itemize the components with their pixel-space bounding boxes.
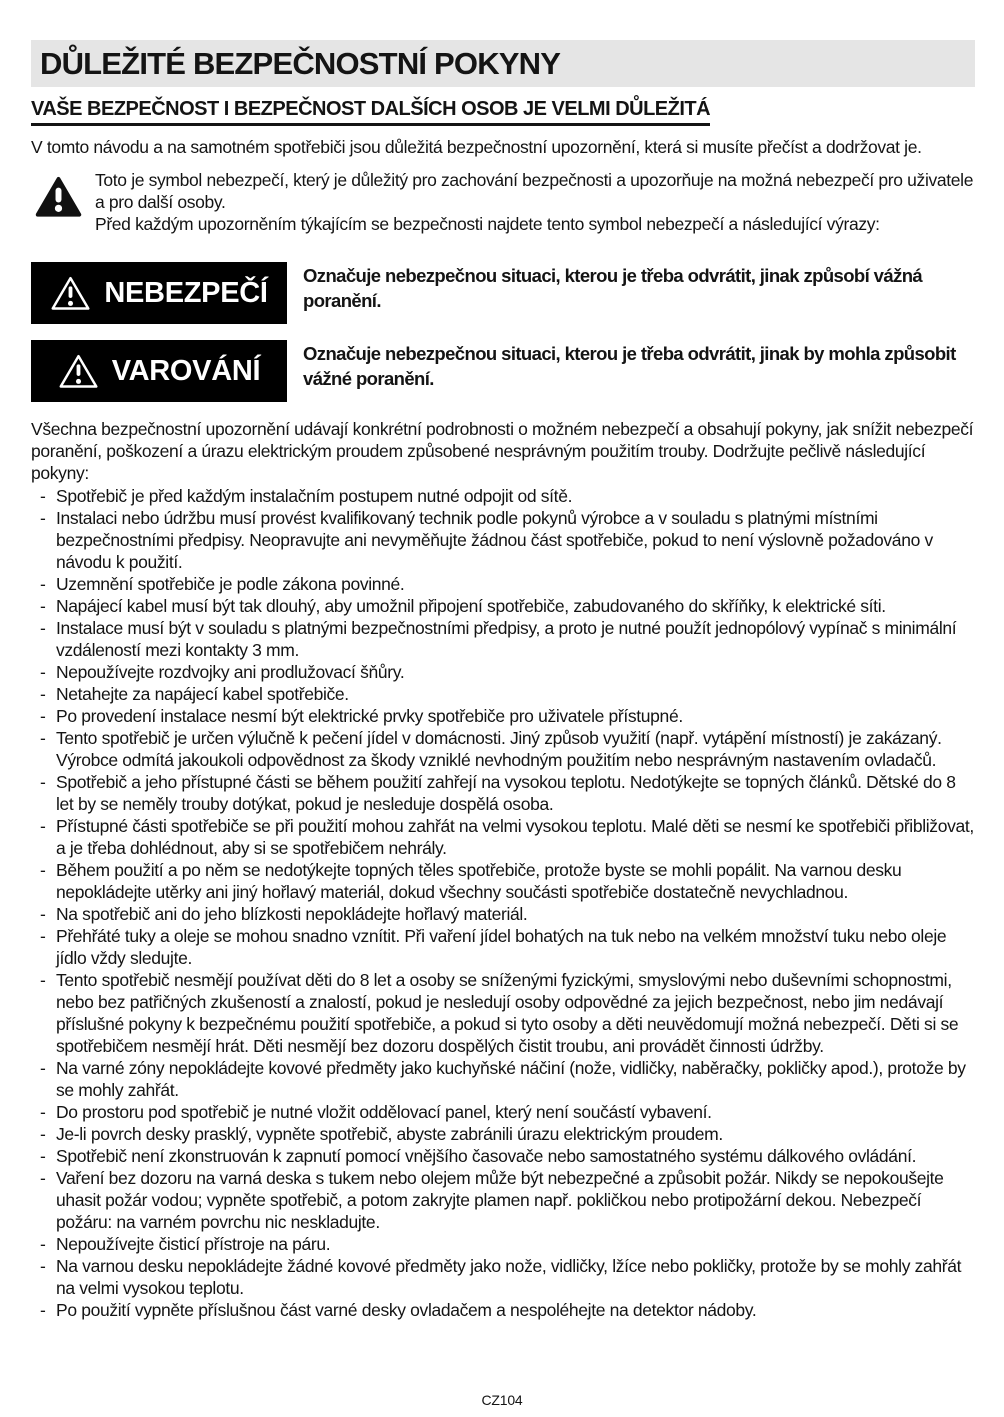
hazard-symbol-block — [35, 169, 975, 235]
list-bullet: - — [40, 706, 46, 726]
instruction-item — [31, 1255, 975, 1299]
instruction-text: Nepoužívejte rozdvojky ani prodlužovací šňůry. — [56, 662, 405, 682]
instruction-item — [31, 1057, 975, 1101]
section-heading — [31, 98, 975, 126]
hazard-symbol-notes — [95, 169, 975, 235]
instruction-text: Po použití vypněte příslušnou část varné desky ovladačem a nespoléhejte na detektor nádoby. — [56, 1300, 757, 1320]
instruction-text: Uzemnění spotřebiče je podle zákona povinné. — [56, 574, 405, 594]
instruction-item — [31, 815, 975, 859]
instruction-text: Na varné zóny nepokládejte kovové předměty jako kuchyňské náčiní (nože, vidličky, naběračky, pokličky apod.), protože by se mohly zahřát. — [56, 1058, 966, 1100]
hazard-symbol-note-2: Před každým upozorněním týkajícím se bezpečnosti najdete tento symbol nebezpečí a následující výrazy: — [95, 214, 880, 234]
list-bullet: - — [40, 662, 46, 682]
instruction-text: Spotřebič a jeho přístupné části se během použití zahřejí na vysokou teplotu. Nedotýkejte se topných článků. Dětské do 8 let by se neměly trouby dotýkat, pokud je nesleduje dospělá osoba. — [56, 772, 956, 814]
page-title-bar — [31, 40, 975, 87]
instruction-text: Nepoužívejte čisticí přístroje na páru. — [56, 1234, 331, 1254]
instruction-item — [31, 1145, 975, 1167]
list-bullet: - — [40, 1102, 46, 1122]
list-bullet: - — [40, 1256, 46, 1276]
instruction-text: Spotřebič není zkonstruován k zapnutí pomocí vnějšího časovače nebo samostatného systému dálkového ovládání. — [56, 1146, 917, 1166]
list-bullet: - — [40, 1300, 46, 1320]
instruction-text: Během použití a po něm se nedotýkejte topných těles spotřebiče, protože byste se mohli popálit. Na varnou desku nepokládejte utěrky ani jiný hořlavý materiál, dokud všechny součásti spotřebiče dostatečně nevychladnou. — [56, 860, 902, 902]
list-bullet: - — [40, 618, 46, 638]
lead-paragraph: V tomto návodu a na samotném spotřebiči jsou důležitá bezpečnostní upozornění, která si musíte přečíst a dodržovat je. — [31, 137, 922, 157]
list-bullet: - — [40, 772, 46, 792]
instruction-text: Instalaci nebo údržbu musí provést kvalifikovaný technik podle pokynů výrobce a v souladu s platnými místními bezpečnostními předpisy. Neopravujte ani nevyměňujte žádnou část spotřebiče, pokud to není výslovně požadováno v návodu k použití. — [56, 508, 933, 572]
warning-triangle-outline-icon — [58, 353, 99, 390]
list-bullet: - — [40, 574, 46, 594]
instruction-text: Na spotřebič ani do jeho blízkosti nepokládejte hořlavý materiál. — [56, 904, 528, 924]
instruction-item — [31, 573, 975, 595]
instruction-text: Napájecí kabel musí být tak dlouhý, aby umožnil připojení spotřebiče, zabudovaného do skříňky, k elektrické síti. — [56, 596, 886, 616]
signal-word-rows — [31, 262, 975, 402]
instruction-item — [31, 1101, 975, 1123]
instruction-text: Přehřáté tuky a oleje se mohou snadno vznítit. Při vaření jídel bohatých na tuk nebo na velkém množství tuku nebo oleje jídlo vždy sledujte. — [56, 926, 947, 968]
instruction-item — [31, 969, 975, 1057]
instruction-text: Spotřebič je před každým instalačním postupem nutné odpojit od sítě. — [56, 486, 573, 506]
instruction-item — [31, 727, 975, 771]
instruction-item — [31, 507, 975, 573]
instruction-text: Instalace musí být v souladu s platnými bezpečnostními předpisy, a proto je nutné použít jednopólový vypínač s minimální vzdáleností mezi kontakty 3 mm. — [56, 618, 957, 660]
instruction-text: Vaření bez dozoru na varná deska s tukem nebo olejem může být nebezpečné a způsobit požár. Nikdy se nepokoušejte uhasit požár vodou; vypněte spotřebič, a potom zakryjte plamen např. pokličkou nebo protipožární dekou. Nebezpečí požáru: na varném povrchu nic neskladujte. — [56, 1168, 944, 1232]
list-bullet: - — [40, 1234, 46, 1254]
instruction-item — [31, 925, 975, 969]
instruction-item — [31, 859, 975, 903]
instruction-item — [31, 1167, 975, 1233]
list-bullet: - — [40, 596, 46, 616]
list-bullet: - — [40, 728, 46, 748]
instruction-text: Po provedení instalace nesmí být elektrické prvky spotřebiče pro uživatele přístupné. — [56, 706, 683, 726]
instruction-text: Je-li povrch desky prasklý, vypněte spotřebič, abyste zabránili úrazu elektrickým proudem. — [56, 1124, 723, 1144]
warnings-intro-paragraph: Všechna bezpečnostní upozornění udávají konkrétní podrobnosti o možném nebezpečí a obsahují pokyny, jak snížit nebezpečí poranění, poškození a úrazu elektrickým proudem způsobené nesprávným použitím trouby. Dodržujte pečlivě následující pokyny: — [31, 419, 974, 483]
list-bullet: - — [40, 1058, 46, 1078]
instruction-list — [31, 485, 975, 1321]
signal-word-box — [31, 340, 287, 402]
list-bullet: - — [40, 816, 46, 836]
instruction-item — [31, 485, 975, 507]
signal-word-row — [31, 262, 975, 324]
signal-word-box — [31, 262, 287, 324]
list-bullet: - — [40, 684, 46, 704]
instruction-item — [31, 771, 975, 815]
list-bullet: - — [40, 1146, 46, 1166]
instruction-text: Do prostoru pod spotřebič je nutné vložit oddělovací panel, který není součástí vybavení. — [56, 1102, 712, 1122]
instruction-item — [31, 1233, 975, 1255]
section-heading-text: VAŠE BEZPEČNOST I BEZPEČNOST DALŠÍCH OSOB JE VELMI DŮLEŽITÁ — [31, 98, 710, 126]
instruction-text: Na varnou desku nepokládejte žádné kovové předměty jako nože, vidličky, lžíce nebo pokličky, protože by se mohly zahřát na velmi vysokou teplotu. — [56, 1256, 962, 1298]
signal-word-label: VAROVÁNÍ — [111, 354, 261, 387]
signal-word-description: Označuje nebezpečnou situaci, kterou je třeba odvrátit, jinak způsobí vážná poranění. — [303, 265, 923, 311]
warning-triangle-outline-icon — [50, 275, 91, 312]
instruction-item — [31, 903, 975, 925]
signal-word-description: Označuje nebezpečnou situaci, kterou je třeba odvrátit, jinak by mohla způsobit vážné poranění. — [303, 343, 956, 389]
list-bullet: - — [40, 970, 46, 990]
signal-word-row — [31, 340, 975, 402]
instruction-text: Tento spotřebič nesmějí používat děti do 8 let a osoby se sníženými fyzickými, smyslovými nebo duševními schopnostmi, nebo bez patřičných zkušeností a znalostí, pokud je nesledují osoby odpovědné za jejich bezpečnost, nebo jim nedávají příslušné pokyny k bezpečnému použití spotřebiče, a pokud si tyto osoby a děti neuvědomují možná nebezpečí. Děti si se spotřebičem nesmějí hrát. Děti nesmějí bez dozoru dospělých čistit troubu, ani provádět činnosti údržby. — [56, 970, 959, 1056]
instruction-item — [31, 705, 975, 727]
warning-triangle-icon — [35, 172, 82, 222]
list-bullet: - — [40, 904, 46, 924]
page-code: CZ104 — [481, 1392, 523, 1408]
instruction-item — [31, 661, 975, 683]
instruction-text: Tento spotřebič je určen výlučně k pečení jídel v domácnosti. Jiný způsob využití (např. vytápění místností) je zakázaný. Výrobce odmítá jakoukoli odpovědnost za škody vzniklé nevhodným použitím nebo nesprávným nastavením ovladačů. — [56, 728, 942, 770]
hazard-symbol-note-1: Toto je symbol nebezpečí, který je důležitý pro zachování bezpečnosti a upozorňuje na možná nebezpečí pro uživatele a pro další osoby. — [95, 170, 974, 212]
list-bullet: - — [40, 486, 46, 506]
instruction-text: Netahejte za napájecí kabel spotřebiče. — [56, 684, 349, 704]
instruction-item — [31, 595, 975, 617]
list-bullet: - — [40, 1124, 46, 1144]
instruction-item — [31, 683, 975, 705]
instruction-item — [31, 617, 975, 661]
list-bullet: - — [40, 1168, 46, 1188]
page-title: DŮLEŽITÉ BEZPEČNOSTNÍ POKYNY — [40, 45, 561, 81]
list-bullet: - — [40, 926, 46, 946]
instruction-text: Přístupné části spotřebiče se při použití mohou zahřát na velmi vysokou teplotu. Malé děti se nesmí ke spotřebiči přibližovat, a je třeba dohlédnout, aby si se spotřebičem nehrály. — [56, 816, 974, 858]
list-bullet: - — [40, 860, 46, 880]
instruction-item — [31, 1123, 975, 1145]
signal-word-label: NEBEZPEČÍ — [104, 276, 268, 309]
list-bullet: - — [40, 508, 46, 528]
instruction-item — [31, 1299, 975, 1321]
